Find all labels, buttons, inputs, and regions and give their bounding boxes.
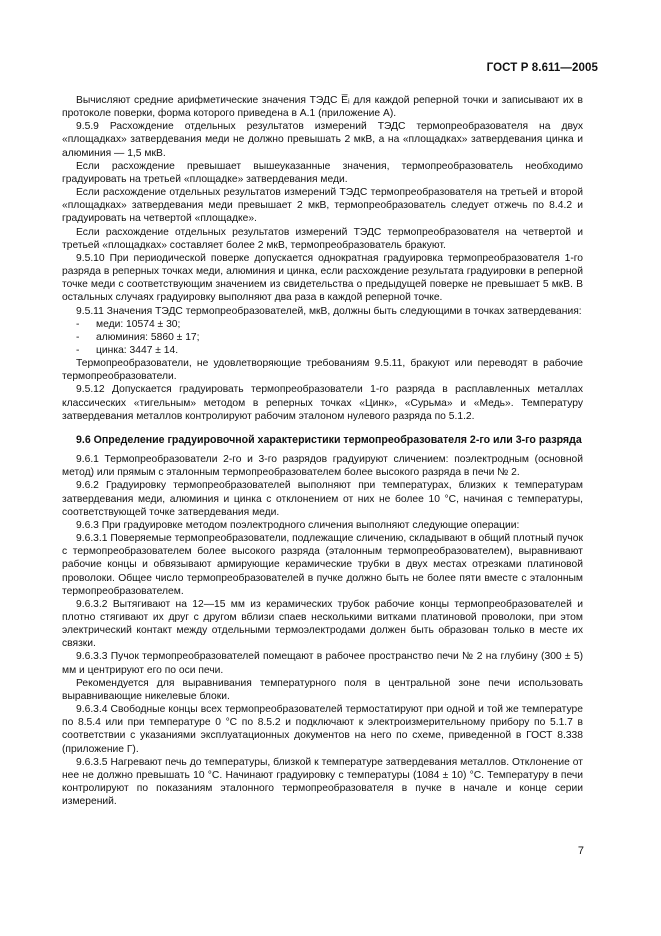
clause-9-6-3-2: 9.6.3.2 Вытягивают на 12—15 мм из керамических трубок рабочие концы термопреобразователей и плотно стягивают их друг с другом вблизи спаев несколькими витками платиновой проволоки, при этом электрический контакт между отдельными термоэлектродами должен быть образован только в месте их связки. bbox=[62, 598, 583, 650]
page-number: 7 bbox=[577, 845, 584, 857]
dash-bullet: - bbox=[76, 344, 80, 356]
dash-bullet: - bbox=[76, 318, 80, 330]
list-item bbox=[62, 344, 583, 357]
clause-9-5-9: 9.5.9 Расхождение отдельных результатов измерений ТЭДС термопреобразователя на двух «площадках» затвердевания меди не должно превышать 2 мкВ, а на «площадках» затвердевания цинка и алюминия — 1,5 мкВ. bbox=[62, 121, 583, 159]
dash-bullet: - bbox=[76, 331, 80, 343]
paragraph: Если расхождение превышает вышеуказанные значения, термопреобразователь необходимо градуировать на третьей «площадке» затвердевания меди. bbox=[62, 160, 583, 185]
clause-9-6-3-5: 9.6.3.5 Нагревают печь до температуры, близкой к температуре затвердевания металлов. Отклонение от нее не должно превышать 10 °C. Начинают градуировку с температуры (1084 ± 10) °C. Температуру в печи контролируют по показаниям эталонного термопреобразователя в пучке в начале и конце серии измерений. bbox=[62, 756, 583, 808]
clause-9-6-3-4: 9.6.3.4 Свободные концы всех термопреобразователей термостатируют при одной и той же температуре по 8.5.4 или при температуре 0 °C по 8.5.2 и подключают к электроизмерительному прибору по 5.1.7 в соответствии с указаниями эксплуатационных документов на него по схеме, приведенной в ГОСТ 8.338 (приложение Г). bbox=[62, 704, 583, 755]
list-item bbox=[62, 331, 583, 344]
list-item-text: меди: 10574 ± 30; bbox=[96, 318, 181, 330]
section-spacer bbox=[62, 423, 583, 434]
paragraph: Рекомендуется для выравнивания температурного поля в центральной зоне печи использовать выравнивающие никелевые блоки. bbox=[62, 677, 583, 702]
list-item bbox=[62, 318, 583, 331]
clause-9-6-3: 9.6.3 При градуировке методом поэлектродного сличения выполняют следующие операции: bbox=[76, 519, 520, 531]
clause-9-5-10: 9.5.10 При периодической поверке допускается однократная градуировка термопреобразователя 1-го разряда в реперных точках меди, алюминия и цинка, если расхождение результата градуировки в реперной точке меди с соответствующим значением из свидетельства о предыдущей поверке не превышает 5 мкВ. В остальных случаях градуировку выполняют два раза в каждой реперной точке. bbox=[62, 252, 583, 304]
list-item-text: алюминия: 5860 ± 17; bbox=[96, 331, 200, 343]
clause-9-6-2: 9.6.2 Градуировку термопреобразователей выполняют при температурах, близких к температурам затвердевания меди, алюминия и цинка с отклонением от них не более 10 °C, начиная с температуры, соответствующей точке затвердевания меди. bbox=[62, 480, 583, 518]
document-header: ГОСТ Р 8.611—2005 bbox=[486, 62, 598, 74]
paragraph: Вычисляют средние арифметические значения ТЭДС E̅ᵢ для каждой реперной точки и записывают их в протоколе поверки, форма которого приведена в А.1 (приложение А). bbox=[62, 95, 583, 120]
clause-9-5-11: 9.5.11 Значения ТЭДС термопреобразователей, мкВ, должны быть следующими в точках затвердевания: bbox=[76, 305, 582, 317]
clause-9-5-12: 9.5.12 Допускается градуировать термопреобразователи 1-го разряда в расплавленных металлах классических «тигельным» методом в реперных точках «Цинк», «Сурьма» и «Медь». Температуру затвердевания металлов контролируют рабочим эталоном нулевого разряда по 5.1.2. bbox=[62, 384, 583, 422]
document-body bbox=[62, 94, 583, 808]
paragraph: Если расхождение отдельных результатов измерений ТЭДС термопреобразователя на третьей и второй «площадках» затвердевания меди превышает 2 мкВ, термопреобразователь следует отжечь по 8.4.2 и градуировать на четвертой «площадке». bbox=[62, 187, 583, 225]
clause-9-6-1: 9.6.1 Термопреобразователи 2-го и 3-го разрядов градуируют сличением: поэлектродным (основной метод) или прямым с эталонным термопреобразователем более высокого разряда в печи № 2. bbox=[62, 454, 583, 479]
section-heading: 9.6 Определение градуировочной характеристики термопреобразователя 2-го или 3-го разряда bbox=[76, 433, 582, 446]
paragraph: Термопреобразователи, не удовлетворяющие требованиям 9.5.11, бракуют или переводят в рабочие термопреобразователи. bbox=[62, 358, 583, 383]
list-item-text: цинка: 3447 ± 14. bbox=[96, 344, 179, 356]
paragraph: Если расхождение отдельных результатов измерений ТЭДС термопреобразователя на четвертой и третьей «площадках» составляет более 2 мкВ, термопреобразователь бракуют. bbox=[62, 226, 583, 251]
clause-9-6-3-3: 9.6.3.3 Пучок термопреобразователей помещают в рабочее пространство печи № 2 на глубину (300 ± 5) мм и центрируют его по оси печи. bbox=[62, 651, 583, 676]
clause-9-6-3-1: 9.6.3.1 Поверяемые термопреобразователи, подлежащие сличению, складывают в общий плотный пучок с термопреобразователем более высокого разряда (эталонным термопреобразователем), выравнивают рабочие концы и обвязывают армирующие керамические трубки в двух местах отрезками платиновой проволоки. Общее число термопреобразователей в пучке должно быть не более пяти вместе с эталонным термопреобразователем. bbox=[62, 533, 583, 597]
